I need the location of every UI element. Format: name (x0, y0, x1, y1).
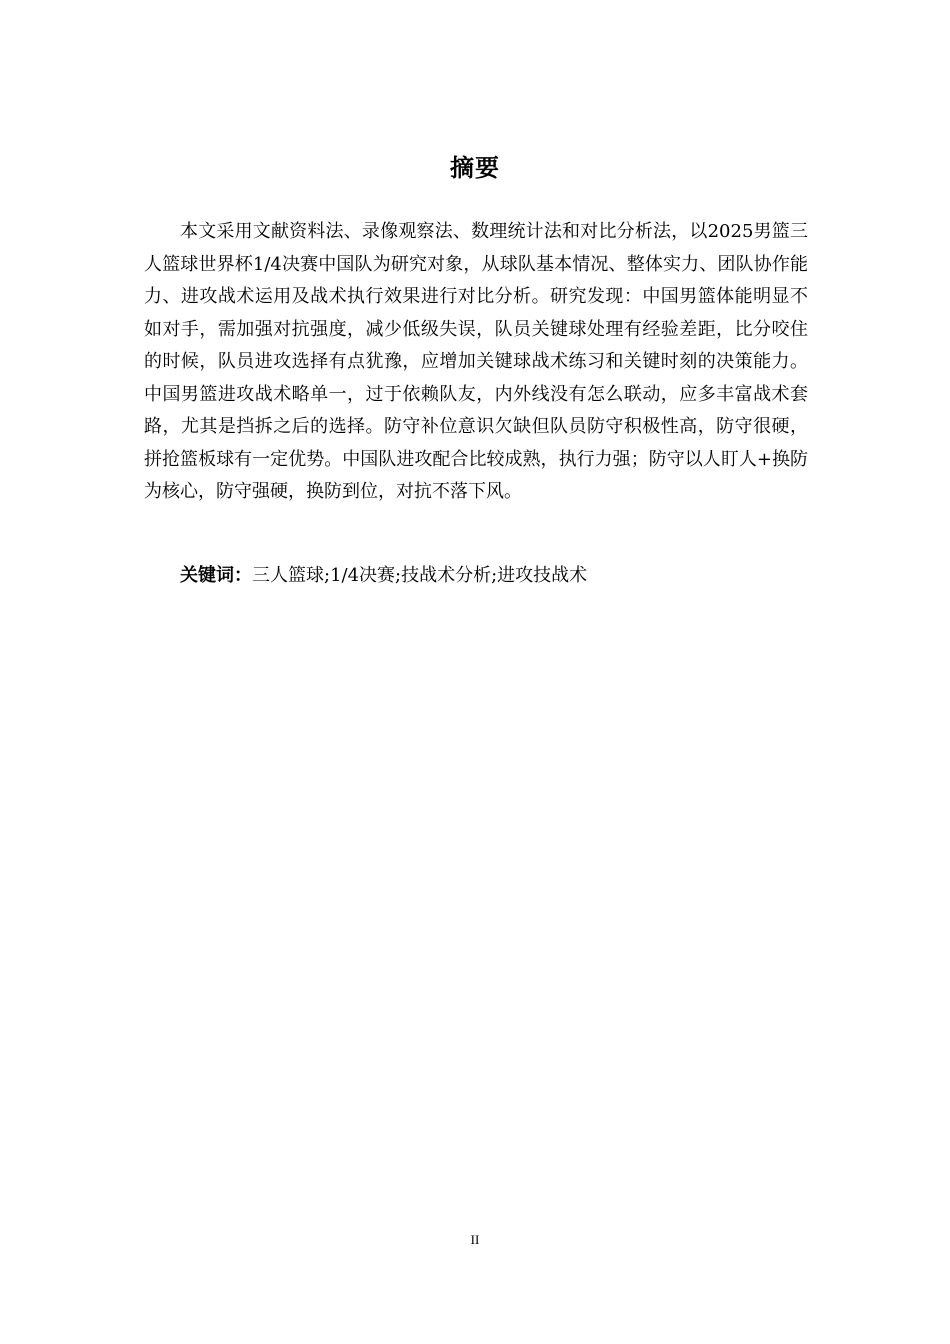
abstract-title: 摘要 (450, 154, 500, 182)
page-number: II (470, 1232, 480, 1247)
keywords-line (180, 560, 808, 592)
abstract-body: 本文采用文献资料法、录像观察法、数理统计法和对比分析法，以2025男篮三人篮球世界杯1/4决赛中国队为研究对象，从球队基本情况、整体实力、团队协作能力、进攻战术运用及战术执行效果进行对比分析。研究发现：中国男篮体能明显不如对手，需加强对抗强度，减少低级失误，队员关键球处理有经验差距，比分咬住的时候，队员进攻选择有点犹豫，应增加关键球战术练习和关键时刻的决策能力。中国男篮进攻战术略单一，过于依赖队友，内外线没有怎么联动，应多丰富战术套路，尤其是挡拆之后的选择。防守补位意识欠缺但队员防守积极性高，防守很硬，拼抢篮板球有一定优势。中国队进攻配合比较成熟，执行力强；防守以人盯人+换防为核心，防守强硬，换防到位，对抗不落下风。 (144, 221, 809, 502)
keywords-label: 关键词： (180, 565, 252, 586)
keywords-text: 三人篮球;1/4决赛;技战术分析;进攻技战术 (252, 565, 588, 586)
